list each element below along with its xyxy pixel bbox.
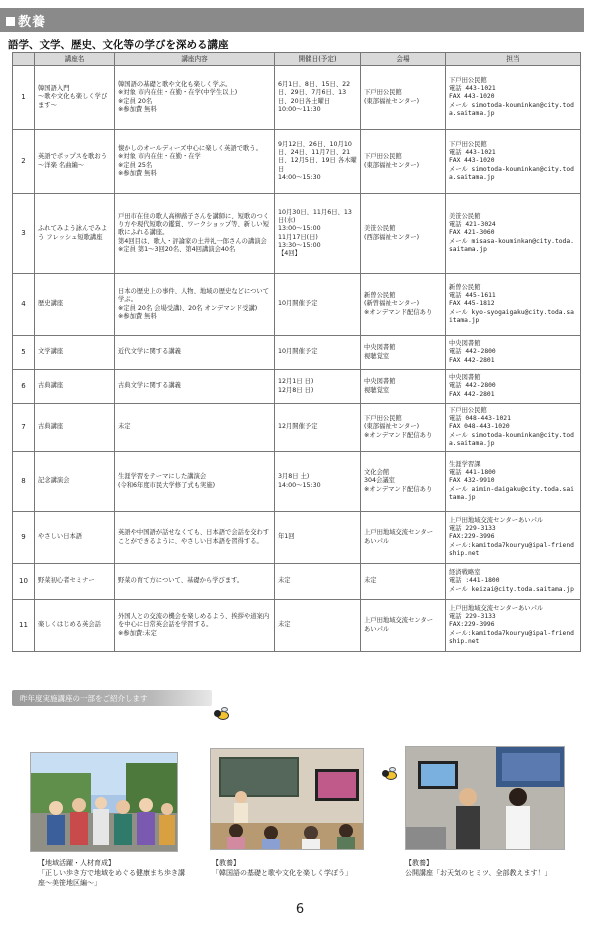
- course-venue: 中央図書館 視聴覚室: [361, 336, 446, 370]
- course-content: 懐かしのオールディーズ中心に楽しく英語で歌う。 ※対象 市内在住・在勤・在学 ※定員 25名 ※参加費 無料: [115, 130, 275, 194]
- bee-mascot-icon: [214, 708, 232, 722]
- course-name: 文学講座: [35, 336, 115, 370]
- course-venue: 上戸田地域交流センター あいパル: [361, 512, 446, 564]
- bee-mascot-icon: [382, 768, 400, 782]
- course-date: 10月開催予定: [275, 336, 361, 370]
- course-venue: 上戸田地域交流センター あいパル: [361, 600, 446, 652]
- table-row: [13, 66, 581, 130]
- row-number: 7: [13, 404, 35, 452]
- table-row: [13, 370, 581, 404]
- course-name: 歴史講座: [35, 274, 115, 336]
- row-number: 8: [13, 452, 35, 512]
- course-contact: 上戸田地域交流センターあいパル 電話 229-3133 FAX:229-3996 メール:kamitoda7kouryu@ipal-friendship.net: [446, 600, 581, 652]
- course-contact: 下戸田公民館 電話 443-1021 FAX 443-1020 メール simotoda-kouminkan@city.toda.saitama.jp: [446, 66, 581, 130]
- course-date: 12月1日 日) 12月8日 日): [275, 370, 361, 404]
- course-name: 英語でポップスを歌おう～洋楽 名曲編～: [35, 130, 115, 194]
- table-row: [13, 194, 581, 274]
- course-date: 未定: [275, 600, 361, 652]
- course-venue: 文化会館 304会議室 ※オンデマンド配信あり: [361, 452, 446, 512]
- caption-title: 「韓国語の基礎と歌や文化を楽しく学ぼう」: [212, 869, 352, 878]
- course-name: ふれてみよう詠んでみよう フレッシュ短歌講座: [35, 194, 115, 274]
- course-content: 古典文学に関する講義: [115, 370, 275, 404]
- photo-weather-lecture: [405, 746, 565, 850]
- course-date: 10月開催予定: [275, 274, 361, 336]
- table-row: [13, 600, 581, 652]
- past-courses-banner: [12, 690, 212, 706]
- course-date: 6月1日、8日、15日、22日、29日、7月6日、13日、20日各土曜日 10:00～11:30: [275, 66, 361, 130]
- course-contact: 新曽公民館 電話 445-1611 FAX 445-1812 メール kyo-syogaigaku@city.toda.saitama.jp: [446, 274, 581, 336]
- section-subtitle: 語学、文学、歴史、文化等の学びを深める講座: [8, 39, 229, 51]
- course-table: [12, 52, 581, 652]
- course-name: やさしい日本語: [35, 512, 115, 564]
- row-number: 2: [13, 130, 35, 194]
- course-date: 10月30日、11月6日、13日(水) 13:00～15:00 11月17日(日) 13:30～15:00 【4回】: [275, 194, 361, 274]
- course-content: 近代文学に関する講義: [115, 336, 275, 370]
- course-venue: 中央図書館 視聴覚室: [361, 370, 446, 404]
- course-contact: 中央図書館 電話 442-2800 FAX 442-2801: [446, 370, 581, 404]
- caption-tag: 【地域活躍・人材育成】: [38, 859, 115, 867]
- course-date: 未定: [275, 564, 361, 600]
- course-venue: 未定: [361, 564, 446, 600]
- course-contact: 生涯学習課 電話 441-1800 FAX 432-9910 メール aimin-daigaku@city.toda.saitama.jp: [446, 452, 581, 512]
- row-number: 3: [13, 194, 35, 274]
- section-title: 教養: [18, 15, 47, 30]
- course-name: 楽しくはじめる英会話: [35, 600, 115, 652]
- table-row: [13, 336, 581, 370]
- square-bullet-icon: [6, 17, 15, 26]
- course-content: 英語や中国語が話せなくても、日本語で会話を交わすことができるように、やさしい日本語を習得する。: [115, 512, 275, 564]
- course-venue: 美笹公民館 (西部福祉センター): [361, 194, 446, 274]
- column-header-name: 講座名: [35, 53, 115, 66]
- photo-caption: [38, 858, 188, 888]
- column-header-no: [13, 53, 35, 66]
- photo-caption: [212, 858, 372, 878]
- caption-title: 「正しい歩き方で地域をめぐる健康まち歩き講座～美笹地区編～」: [38, 869, 185, 888]
- course-contact: 下戸田公民館 電話 443-1021 FAX 443-1020 メール simotoda-kouminkan@city.toda.saitama.jp: [446, 130, 581, 194]
- course-name: 古典講座: [35, 370, 115, 404]
- caption-tag: 【教養】: [405, 859, 433, 867]
- page-number: 6: [295, 902, 305, 917]
- course-date: 年1回: [275, 512, 361, 564]
- row-number: 10: [13, 564, 35, 600]
- row-number: 1: [13, 66, 35, 130]
- course-venue: 下戸田公民館 (東部福祉センター): [361, 66, 446, 130]
- row-number: 5: [13, 336, 35, 370]
- course-contact: 美笹公民館 電話 421-3024 FAX 421-3060 メール misasa-kouminkan@city.toda.saitama.jp: [446, 194, 581, 274]
- course-name: 野菜初心者セミナー: [35, 564, 115, 600]
- course-name: 記念講演会: [35, 452, 115, 512]
- course-name: 韓国語入門 ～歌や文化も楽しく学びます～: [35, 66, 115, 130]
- photo-korean-class: [210, 748, 364, 850]
- course-venue: 下戸田公民館 (東部福祉センター): [361, 130, 446, 194]
- course-date: 3月8日 土) 14:00～15:30: [275, 452, 361, 512]
- column-header-contact: 担当: [446, 53, 581, 66]
- column-header-date: 開催日(予定): [275, 53, 361, 66]
- row-number: 4: [13, 274, 35, 336]
- row-number: 6: [13, 370, 35, 404]
- course-name: 古典講座: [35, 404, 115, 452]
- photo-caption: [405, 858, 575, 878]
- caption-title: 公開講座「お天気のヒミツ、全部教えます！」: [405, 869, 552, 878]
- course-content: 日本の歴史上の事件、人物、地域の歴史などについて学ぶ。 ※定員 20名 会場受講)、20名 オンデマンド受講) ※参加費 無料: [115, 274, 275, 336]
- course-content: 外国人との交流の機会を楽しめるよう、挨拶や道案内を中心に日常英会話を学習する。 ※参加費:未定: [115, 600, 275, 652]
- column-header-venue: 会場: [361, 53, 446, 66]
- course-venue: 下戸田公民館 (東部福祉センター) ※オンデマンド配信あり: [361, 404, 446, 452]
- course-contact: 経済戦略室 電話 :441-1800 メール keizai@city.toda.saitama.jp: [446, 564, 581, 600]
- course-contact: 下戸田公民館 電話 048-443-1021 FAX 048-443-1020 メール simotoda-kouminkan@city.toda.saitama.jp: [446, 404, 581, 452]
- course-contact: 上戸田地域交流センターあいパル 電話 229-3133 FAX:229-3996 メール:kamitoda7kouryu@ipal-friendship.net: [446, 512, 581, 564]
- table-row: [13, 564, 581, 600]
- course-content: 未定: [115, 404, 275, 452]
- caption-tag: 【教養】: [212, 859, 240, 867]
- table-row: [13, 404, 581, 452]
- table-row: [13, 274, 581, 336]
- row-number: 9: [13, 512, 35, 564]
- course-content: 野菜の育て方について、基礎から学びます。: [115, 564, 275, 600]
- course-date: 9月12日、26日、10月10日、24日、11月7日、21日、12月5日、19日 各木曜日 14:00～15:30: [275, 130, 361, 194]
- column-header-content: 講座内容: [115, 53, 275, 66]
- table-row: [13, 130, 581, 194]
- photo-walking-tour: [30, 752, 178, 852]
- course-content: 生涯学習をテーマにした講演会 (令和6年度市民大学修了式も実施): [115, 452, 275, 512]
- course-content: 戸田市在住の歌人高柳蕗子さんを講師に、短歌のつくり方や現代短歌の鑑賞、ワークショップ等、新しい短歌にふれる講座。 第4回目は、歌人・評論家の土井礼一郎さんの講演会 ※定員 第1～3回20名、第4回講演会40名: [115, 194, 275, 274]
- course-date: 12月開催予定: [275, 404, 361, 452]
- table-row: [13, 452, 581, 512]
- section-header: [0, 8, 584, 32]
- table-header-row: [13, 53, 581, 66]
- course-content: 韓国語の基礎と歌や文化も楽しく学ぶ。 ※対象 市内在住・在勤・在学(中学生以上) ※定員 20名 ※参加費 無料: [115, 66, 275, 130]
- row-number: 11: [13, 600, 35, 652]
- course-venue: 新曽公民館 (新曽福祉センター) ※オンデマンド配信あり: [361, 274, 446, 336]
- banner-text: 昨年度実施講座の一部をご紹介します: [20, 694, 148, 703]
- course-contact: 中央図書館 電話 442-2800 FAX 442-2801: [446, 336, 581, 370]
- table-row: [13, 512, 581, 564]
